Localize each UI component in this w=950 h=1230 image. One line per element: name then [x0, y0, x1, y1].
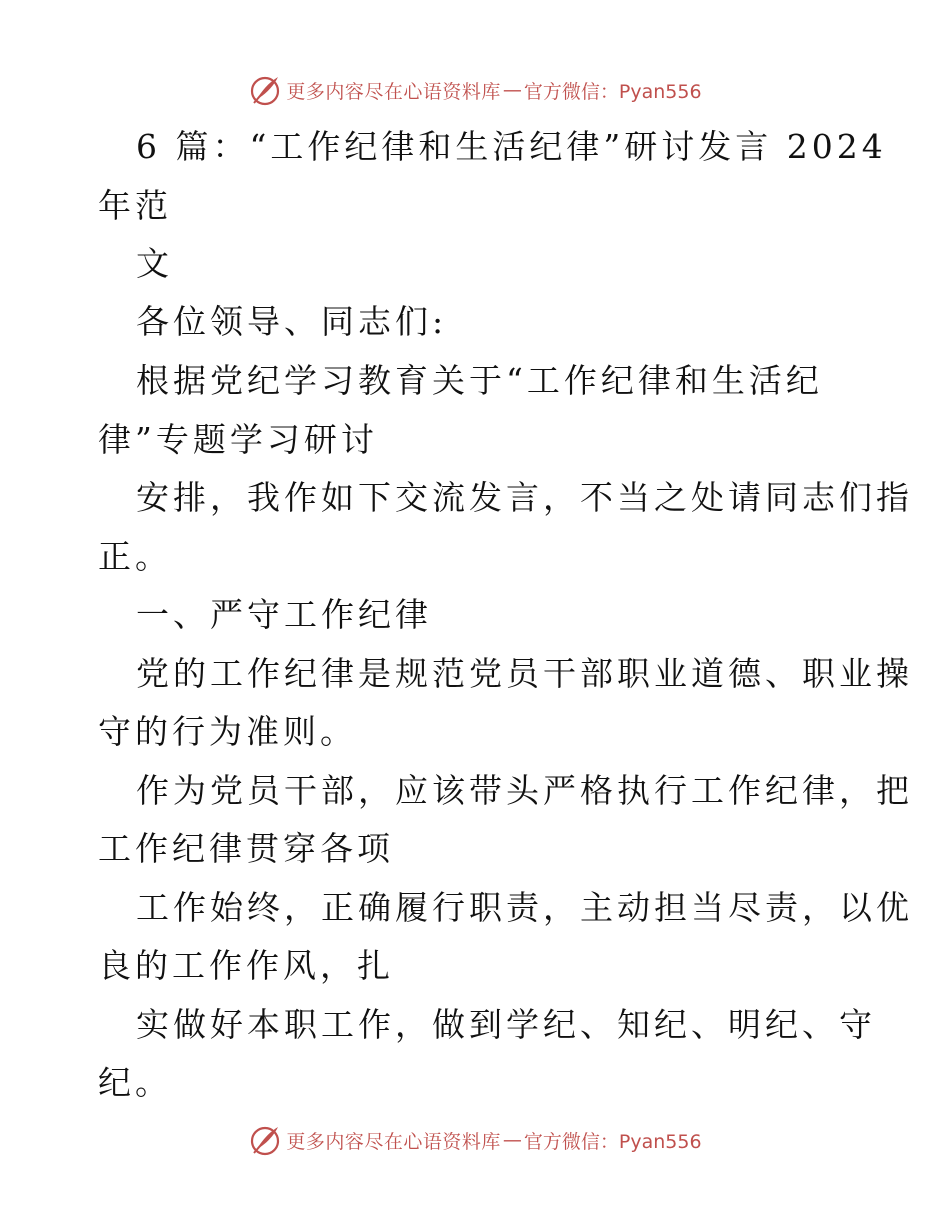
paragraph-line: 工作始终，正确履行职责，主动担当尽责，以优 [136, 888, 913, 927]
feather-pen-logo-icon [248, 73, 282, 107]
salutation: 各位领导、同志们: [136, 302, 448, 341]
paragraph-line: 作为党员干部，应该带头严格执行工作纪律，把 [136, 771, 913, 810]
paragraph-line: 正。 [98, 537, 172, 576]
document-title-line-2: 年范 [98, 186, 172, 225]
document-title-line-3: 文 [136, 244, 173, 283]
document-title-line-1: 6 篇：“工作纪律和生活纪律”研讨发言 2024 [136, 127, 887, 166]
watermark-separator: — [502, 79, 522, 101]
paragraph-line: 纪。 [98, 1063, 172, 1102]
feather-pen-logo-icon [248, 1123, 282, 1157]
section-heading: 一、严守工作纪律 [136, 595, 432, 634]
watermark-wechat-text: 官方微信：Pyan556 [523, 80, 702, 103]
paragraph-line: 党的工作纪律是规范党员干部职业道德、职业操 [136, 654, 913, 693]
paragraph-line: 根据党纪学习教育关于“工作纪律和生活纪 [136, 361, 823, 400]
watermark-banner-top [0, 70, 950, 110]
watermark-separator: — [502, 1129, 522, 1151]
watermark-site-text: 更多内容尽在心语资料库 [286, 80, 501, 103]
watermark-wechat-text: 官方微信：Pyan556 [523, 1130, 702, 1153]
paragraph-line: 守的行为准则。 [98, 712, 357, 751]
paragraph-line: 律”专题学习研讨 [98, 420, 378, 459]
paragraph-line: 实做好本职工作，做到学纪、知纪、明纪、守 [136, 1005, 876, 1044]
paragraph-line: 良的工作作风，扎 [98, 946, 394, 985]
paragraph-line: 工作纪律贯穿各项 [98, 829, 394, 868]
paragraph-line: 安排，我作如下交流发言，不当之处请同志们指 [136, 478, 913, 517]
watermark-site-text: 更多内容尽在心语资料库 [286, 1130, 501, 1153]
watermark-banner-bottom [0, 1120, 950, 1160]
